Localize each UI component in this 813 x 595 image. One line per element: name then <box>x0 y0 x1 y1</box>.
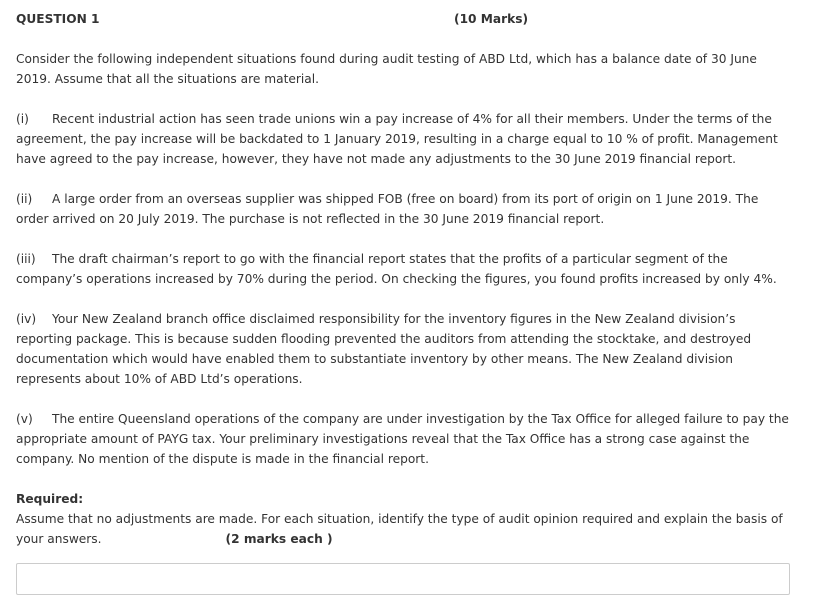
required-heading: Required: <box>16 492 84 506</box>
marks-each-label: (2 marks each ) <box>225 532 333 546</box>
required-text: Assume that no adjustments are made. For each situation, identify the type of audit opinion required and explain the basis of your answers. <box>16 512 783 546</box>
situation-numeral: (iv) <box>16 312 37 326</box>
situation-text: A large order from an overseas supplier was shipped FOB (free on board) from its port of origin on 1 June 2019. The order arrived on 20 July 2019. The purchase is not reflected in the 30 June 2019 financial report. <box>16 192 759 226</box>
situation-text: The entire Queensland operations of the company are under investigation by the Tax Office for alleged failure to pay the appropriate amount of PAYG tax. Your preliminary investigations reveal that the Tax Office has a strong case against the company. No mention of the dispute is made in the financial report. <box>16 412 789 466</box>
question-title: QUESTION 1 <box>16 12 100 26</box>
situation-numeral: (ii) <box>16 192 33 206</box>
situation-v <box>16 409 791 469</box>
situation-iv <box>16 309 791 389</box>
situation-text: The draft chairman’s report to go with the financial report states that the profits of a particular segment of the company’s operations increased by 70% during the period. On checking the figures, you found profits increased by only 4%. <box>16 252 777 286</box>
answer-textbox[interactable] <box>16 563 790 595</box>
question-marks: (10 Marks) <box>454 12 529 26</box>
situation-numeral: (v) <box>16 412 33 426</box>
situation-text: Recent industrial action has seen trade unions win a pay increase of 4% for all their members. Under the terms of the agreement, the pay increase will be backdated to 1 January 2019, resulting in a charge equal to 10 % of profit. Management have agreed to the pay increase, however, they have not made any adjustments to the 30 June 2019 financial report. <box>16 112 778 166</box>
situation-numeral: (i) <box>16 112 29 126</box>
question-header <box>16 9 813 29</box>
intro-paragraph: Consider the following independent situations found during audit testing of ABD Ltd, which has a balance date of 30 June 2019. Assume that all the situations are material. <box>16 52 757 86</box>
situation-i <box>16 109 791 169</box>
situation-ii <box>16 189 791 229</box>
situation-numeral: (iii) <box>16 252 36 266</box>
situation-text: Your New Zealand branch office disclaimed responsibility for the inventory figures in the New Zealand division’s reporting package. This is because sudden flooding prevented the auditors from attending the stocktake, and destroyed documentation which would have enabled them to substantiate inventory by other means. The New Zealand division represents about 10% of ABD Ltd’s operations. <box>16 312 752 386</box>
required-section <box>16 489 791 549</box>
situation-iii <box>16 249 791 289</box>
